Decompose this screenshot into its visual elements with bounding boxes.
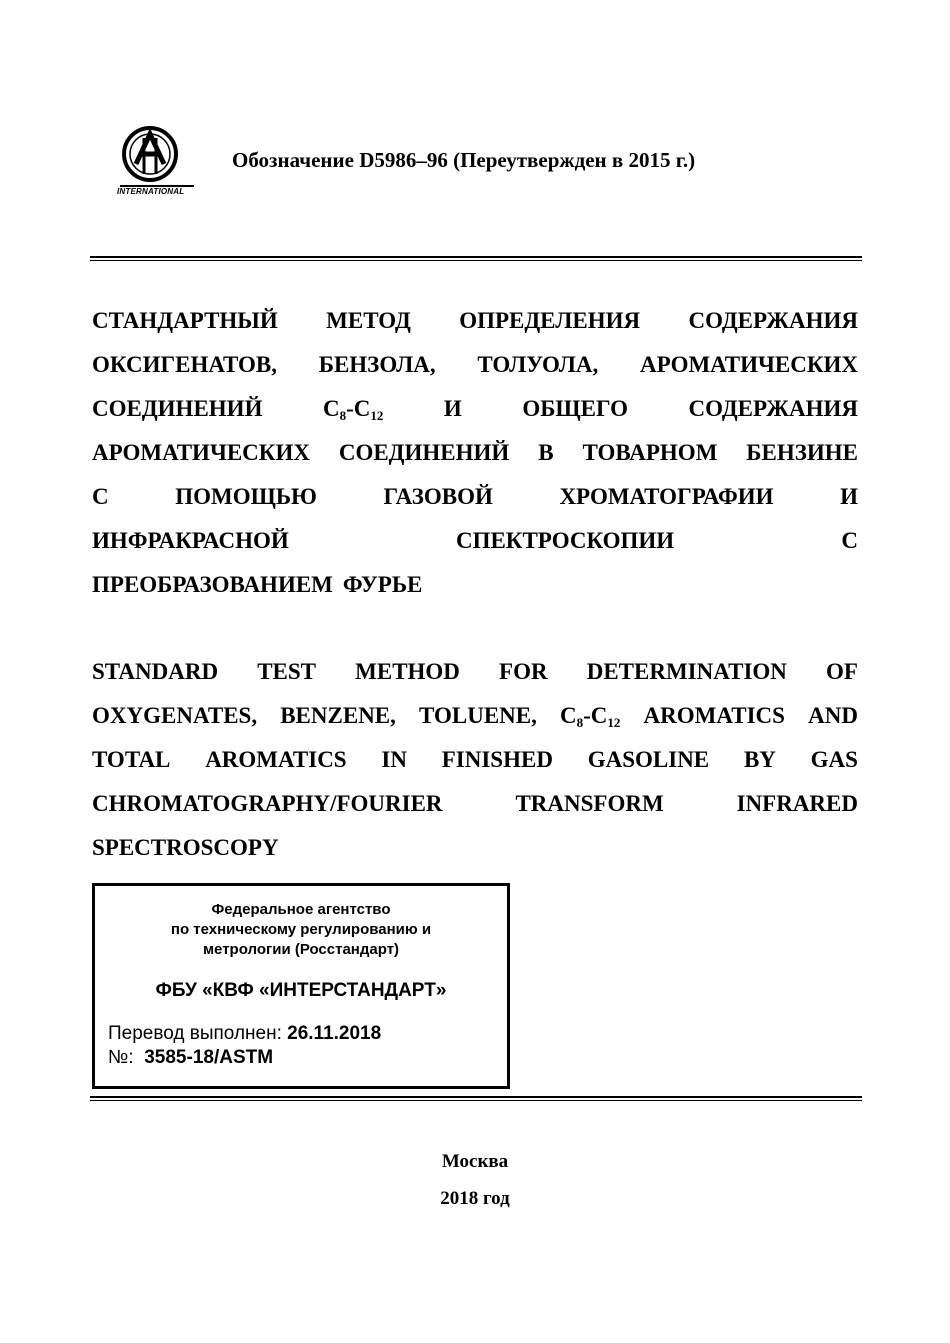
title-word: BY — [743, 747, 776, 772]
title-ru-line — [92, 519, 858, 563]
title-word: МЕТОД — [326, 308, 411, 333]
title-word: С — [92, 484, 109, 509]
title-word: ОКСИГЕНАТОВ, — [92, 352, 277, 377]
title-word: ХРОМАТОГРАФИИ — [559, 484, 774, 509]
title-word: OF — [826, 659, 858, 684]
bottom-divider — [90, 1096, 862, 1101]
title-word: ПОМОЩЬЮ — [175, 484, 317, 509]
title-word: IN — [381, 747, 407, 772]
title-word: ОБЩЕГО — [522, 396, 628, 421]
agency-stamp-box — [92, 883, 510, 1089]
title-word: СПЕКТРОСКОПИИ — [455, 528, 675, 553]
title-en-line — [92, 826, 858, 870]
title-en-line — [92, 694, 858, 738]
title-word: ТОЛУОЛА, — [477, 352, 599, 377]
title-word: AROMATICS — [643, 703, 785, 728]
title-word: FOR — [499, 659, 548, 684]
title-word: TEST — [257, 659, 317, 684]
title-ru-line — [92, 563, 858, 607]
title-word: INFRARED — [736, 791, 858, 816]
title-word: СТАНДАРТНЫЙ — [92, 308, 278, 333]
city: Москва — [441, 1151, 509, 1172]
title-word: ОПРЕДЕЛЕНИЯ — [459, 308, 641, 333]
title-word: OXYGENATES, — [92, 703, 258, 728]
translated-date: 26.11.2018 — [287, 1023, 382, 1044]
title-word: $C_8-C_{12}$ — [560, 703, 621, 730]
title-word: СОЕДИНЕНИЙ — [92, 396, 263, 421]
translation-info — [108, 1022, 507, 1070]
astm-logo-subtext: INTERNATIONAL — [117, 187, 185, 196]
agency-line-2: по техническому регулированию и — [170, 921, 432, 938]
number-value: 3585-18/ASTM — [144, 1047, 274, 1068]
title-word: И — [840, 484, 858, 509]
title-word: БЕНЗОЛА, — [318, 352, 436, 377]
title-word: DETERMINATION — [586, 659, 787, 684]
title-word: ИНФРАКРАСНОЙ — [92, 528, 289, 553]
title-ru-line — [92, 475, 858, 519]
title-word: STANDARD — [92, 659, 219, 684]
title-word: AROMATICS — [205, 747, 347, 772]
title-en-line — [92, 782, 858, 826]
title-word: TRANSFORM — [515, 791, 664, 816]
year: 2018 год — [440, 1188, 510, 1209]
title-word: ГАЗОВОЙ — [383, 484, 493, 509]
agency-line-1: Федеральное агентство — [211, 901, 391, 918]
title-en-line — [92, 650, 858, 694]
title-word: GAS — [810, 747, 858, 772]
title-word: CHROMATOGRAPHY/FOURIER — [92, 791, 443, 816]
title-word: SPECTROSCOPY — [92, 835, 279, 860]
title-word: $C_8-C_{12}$ — [322, 396, 384, 423]
title-word: ПРЕОБРАЗОВАНИЕМ — [92, 572, 333, 597]
agency-name — [95, 900, 507, 960]
designation-heading: Обозначение D5986–96 (Переутвержден в 2015 г.) — [232, 148, 696, 172]
title-en-line — [92, 738, 858, 782]
agency-line-3: метрологии (Росстандарт) — [202, 941, 400, 958]
title-word: ТОВАРНОМ — [582, 440, 718, 465]
top-divider — [90, 256, 862, 261]
title-word: ФУРЬЕ — [342, 572, 423, 597]
title-word: БЕНЗИНЕ — [746, 440, 858, 465]
title-word: AND — [808, 703, 858, 728]
translated-label: Перевод выполнен: — [108, 1023, 282, 1044]
title-word: АРОМАТИЧЕСКИХ — [640, 352, 858, 377]
title-word: СОДЕРЖАНИЯ — [688, 308, 858, 333]
number-label: №: — [108, 1047, 134, 1068]
organization-name: ФБУ «КВФ «ИНТЕРСТАНДАРТ» — [155, 980, 447, 1001]
title-word: С — [841, 528, 858, 553]
title-ru-line — [92, 343, 858, 387]
title-word: GASOLINE — [587, 747, 710, 772]
title-word: TOTAL — [92, 747, 171, 772]
title-word: АРОМАТИЧЕСКИХ — [92, 440, 310, 465]
title-word: СОДЕРЖАНИЯ — [688, 396, 858, 421]
title-word: В — [538, 440, 554, 465]
title-english — [92, 650, 858, 870]
title-word: И — [443, 396, 462, 421]
title-ru-line — [92, 431, 858, 475]
title-russian — [92, 299, 858, 607]
title-ru-line — [92, 387, 858, 431]
title-word: TOLUENE, — [419, 703, 537, 728]
title-word: СОЕДИНЕНИЙ — [338, 440, 510, 465]
title-ru-line — [92, 299, 858, 343]
title-word: BENZENE, — [280, 703, 396, 728]
astm-logo — [114, 124, 198, 200]
title-word: METHOD — [355, 659, 460, 684]
title-word: FINISHED — [441, 747, 553, 772]
